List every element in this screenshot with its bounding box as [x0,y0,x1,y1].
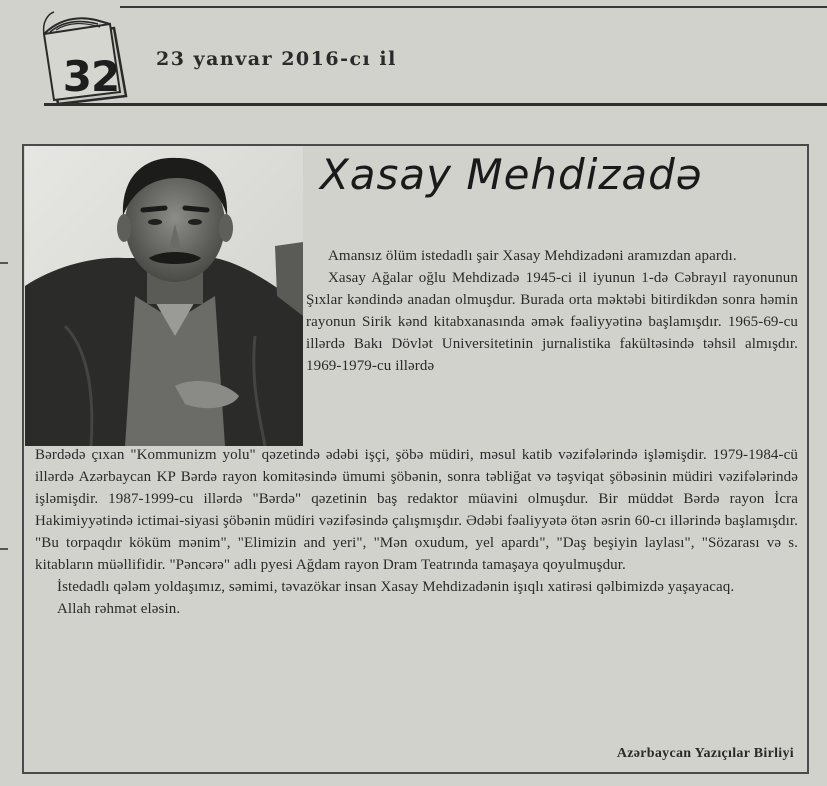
margin-mark [0,548,8,550]
right-column-text [306,245,798,377]
header-rule [44,103,827,106]
portrait-image [25,146,303,446]
paragraph-3: Bərdədə çıxan "Kommunizm yolu" qəzetində ədəbi işçi, şöbə müdiri, məsul katib vəzifələrində işləmişdir. 1979-1984-cü illərdə Azərbaycan KP Bərdə rayon komitəsində ümumi şöbənin, sonra təbliğat və təşviqat şöbəsinin müdiri vəzifələrində işləmişdir. 1987-1999-cu illərdə "Bərdə" qəzetinin baş redaktor müavini olmuşdur. Bir müddət Bərdə rayon İcra Hakimiyyətində ictimai-siyasi şöbənin müdiri vəzifəsində çalışmışdır. Ədəbi fəaliyyətə ötən əsrin 60-cı illərində başlamışdır. "Bu torpaqdır köküm mənim", "Elimizin and yeri", "Mən oxudum, yel apardı", "Daş beşiyin laylası", "Sözarası və s. kitabların müəllifidir. "Pəncərə" adlı pyesi Ağdam rayon Dram Teatrında tamaşaya qoyulmuşdur. [35,447,798,573]
obituary-title: Xasay Mehdizadə [320,150,703,199]
paragraph-1: Amansız ölüm istedadlı şair Xasay Mehdizadəni aramızdan apardı. [328,248,737,264]
paragraph-5: Allah rəhmət eləsin. [57,601,181,617]
signature: Azərbaycan Yazıçılar Birliyi [616,746,794,761]
issue-date: 23 yanvar 2016-cı il [156,48,397,70]
margin-mark [0,262,8,264]
page-number: 32 [62,52,120,101]
full-width-text [35,444,798,620]
page-number-badge [40,8,130,104]
portrait-photo [25,146,303,446]
top-rule [120,6,827,8]
paragraph-4: İstedadlı qələm yoldaşımız, səmimi, təvazökar insan Xasay Mehdizadənin işıqlı xatirəsi qəlbimizdə yaşayacaq. [57,579,735,595]
paragraph-2: Xasay Ağalar oğlu Mehdizadə 1945-ci il iyunun 1-də Cəbrayıl rayonunun Şıxlar kəndində anadan olmuşdur. Burada orta məktəbi bitirdikdən sonra həmin rayonun Sirik kənd kitabxanasında əmək fəaliyyətinə başlamışdır. 1965-69-cu illərdə Bakı Dövlət Universitetinin jurnalistika fakültəsində təhsil almışdır. 1969-1979-cu illərdə [306,270,798,374]
